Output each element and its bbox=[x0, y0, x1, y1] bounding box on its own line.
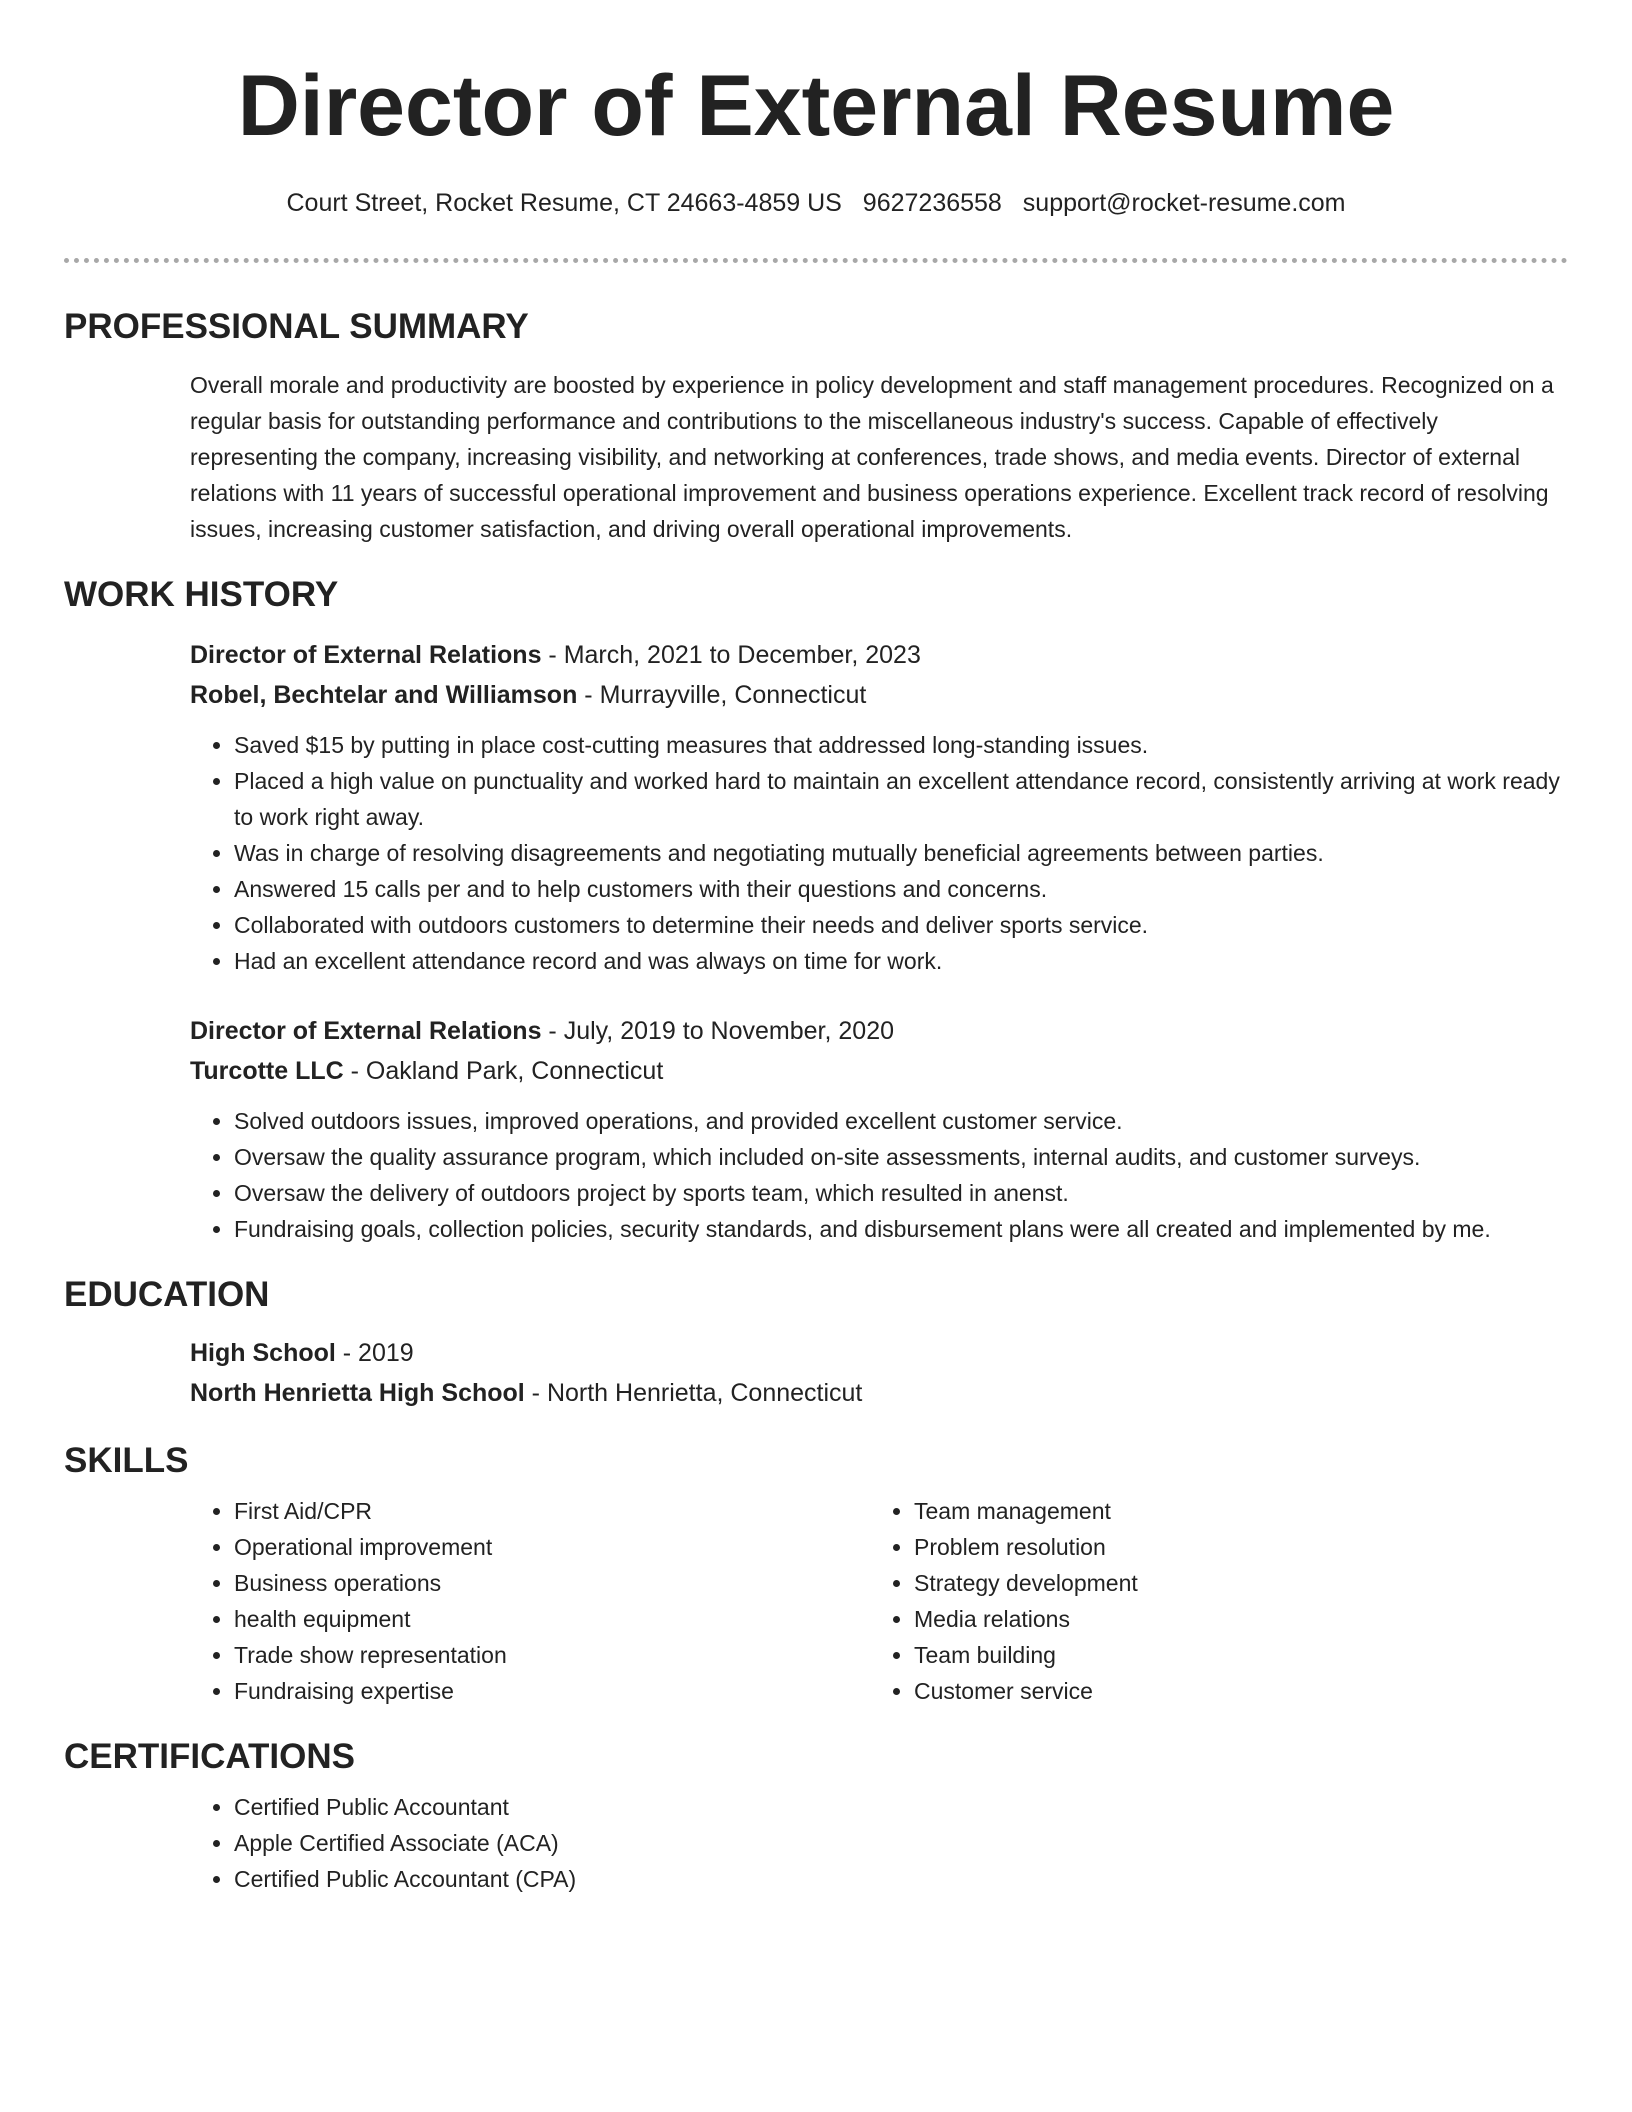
job-location: - Oakland Park, Connecticut bbox=[343, 1057, 664, 1085]
education-section bbox=[64, 1273, 1568, 1413]
job-company: Robel, Bechtelar and Williamson bbox=[190, 681, 578, 709]
job-title: Director of External Relations bbox=[190, 641, 542, 669]
education-school-line bbox=[190, 1373, 1568, 1413]
job-bullet: • Had an excellent attendance record and was always on time for work. bbox=[234, 943, 1568, 979]
summary-heading: PROFESSIONAL SUMMARY bbox=[64, 307, 529, 346]
certifications-list bbox=[190, 1789, 1568, 1897]
contact-email: support@rocket-resume.com bbox=[1022, 189, 1346, 217]
education-entry bbox=[190, 1333, 1568, 1413]
skill-item: • Fundraising expertise bbox=[234, 1673, 870, 1709]
work-history-section bbox=[64, 573, 1568, 1247]
education-location: - North Henrietta, Connecticut bbox=[524, 1379, 863, 1407]
job-company-line bbox=[190, 1051, 1568, 1091]
certifications-heading: CERTIFICATIONS bbox=[64, 1737, 356, 1776]
job-bullet: • Oversaw the quality assurance program, which included on-site assessments, internal audits, and customer surveys. bbox=[234, 1139, 1568, 1175]
skills-heading: SKILLS bbox=[64, 1441, 189, 1480]
education-degree: High School bbox=[190, 1339, 336, 1367]
skills-list bbox=[190, 1493, 1568, 1709]
job-bullet: • Oversaw the delivery of outdoors project by sports team, which resulted in anenst. bbox=[234, 1175, 1568, 1211]
skill-item: • Problem resolution bbox=[914, 1529, 1550, 1565]
certifications-section bbox=[64, 1735, 1568, 1897]
education-school: North Henrietta High School bbox=[190, 1379, 525, 1407]
job-title: Director of External Relations bbox=[190, 1017, 542, 1045]
certification-bullets bbox=[190, 1789, 1568, 1897]
resume-title: Director of External Resume bbox=[237, 58, 1395, 154]
job-location: - Murrayville, Connecticut bbox=[577, 681, 867, 709]
skill-item: • Trade show representation bbox=[234, 1637, 870, 1673]
job-dates: - July, 2019 to November, 2020 bbox=[541, 1017, 894, 1045]
education-year: - 2019 bbox=[335, 1339, 414, 1367]
skill-item: • Media relations bbox=[914, 1601, 1550, 1637]
education-degree-line bbox=[190, 1333, 1568, 1373]
skill-item: • Business operations bbox=[234, 1565, 870, 1601]
contact-phone: 9627236558 bbox=[862, 189, 1002, 217]
job-bullet: • Collaborated with outdoors customers to determine their needs and deliver sports service. bbox=[234, 907, 1568, 943]
skills-section bbox=[64, 1439, 1568, 1709]
skill-item: • Strategy development bbox=[914, 1565, 1550, 1601]
skill-item: • Customer service bbox=[914, 1673, 1550, 1709]
skills-column-left bbox=[190, 1493, 870, 1709]
certification-item: • Apple Certified Associate (ACA) bbox=[234, 1825, 1568, 1861]
work-history-heading: WORK HISTORY bbox=[64, 575, 339, 614]
job-bullets bbox=[190, 1103, 1568, 1247]
skill-item: • Team building bbox=[914, 1637, 1550, 1673]
job-entry bbox=[190, 635, 1568, 979]
skill-item: • health equipment bbox=[234, 1601, 870, 1637]
contact-address: Court Street, Rocket Resume, CT 24663-4859 US bbox=[286, 189, 842, 217]
skill-item: • Team management bbox=[914, 1493, 1550, 1529]
skill-item: • Operational improvement bbox=[234, 1529, 870, 1565]
header-divider bbox=[64, 258, 1568, 263]
job-bullet: • Answered 15 calls per and to help customers with their questions and concerns. bbox=[234, 871, 1568, 907]
job-bullet: • Placed a high value on punctuality and worked hard to maintain an excellent attendance record, consistently arriving at work ready to work right away. bbox=[234, 763, 1568, 835]
job-dates: - March, 2021 to December, 2023 bbox=[541, 641, 921, 669]
job-bullet: • Was in charge of resolving disagreements and negotiating mutually beneficial agreements between parties. bbox=[234, 835, 1568, 871]
job-bullet: • Fundraising goals, collection policies, security standards, and disbursement plans were all created and implemented by me. bbox=[234, 1211, 1568, 1247]
summary-text: Overall morale and productivity are boosted by experience in policy development and staff management procedures. Recognized on a regular basis for outstanding performance and contributions to the miscellaneous industry's success. Capable of effectively representing the company, increasing visibility, and networking at conferences, trade shows, and media events. Director of external relations with 11 years of successful operational improvement and business operations experience. Excellent track record of resolving issues, increasing customer satisfaction, and driving overall operational improvements. bbox=[190, 372, 1554, 542]
certification-item: • Certified Public Accountant bbox=[234, 1789, 1568, 1825]
job-title-line bbox=[190, 635, 1568, 675]
job-title-line bbox=[190, 1011, 1568, 1051]
resume-page bbox=[64, 0, 1568, 1897]
certification-item: • Certified Public Accountant (CPA) bbox=[234, 1861, 1568, 1897]
contact-line bbox=[64, 186, 1568, 220]
job-bullet: • Solved outdoors issues, improved operations, and provided excellent customer service. bbox=[234, 1103, 1568, 1139]
job-entry bbox=[190, 1011, 1568, 1247]
education-heading: EDUCATION bbox=[64, 1275, 270, 1314]
job-company: Turcotte LLC bbox=[190, 1057, 344, 1085]
summary-section bbox=[64, 305, 1568, 547]
skill-item: • First Aid/CPR bbox=[234, 1493, 870, 1529]
job-bullet: • Saved $15 by putting in place cost-cutting measures that addressed long-standing issues. bbox=[234, 727, 1568, 763]
job-company-line bbox=[190, 675, 1568, 715]
job-bullets bbox=[190, 727, 1568, 979]
skills-column-right bbox=[870, 1493, 1550, 1709]
